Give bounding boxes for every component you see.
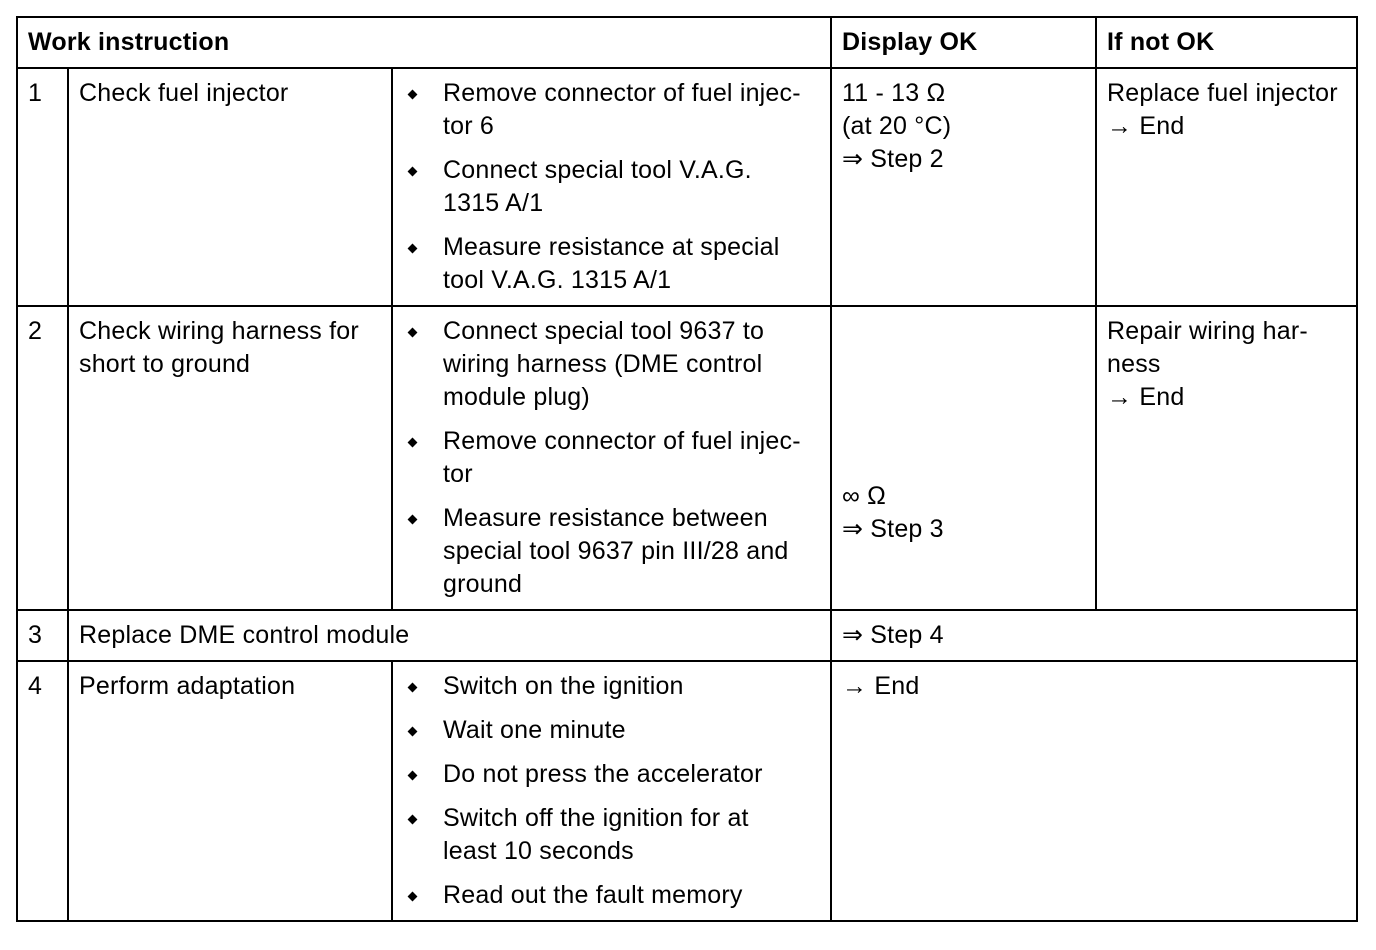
diamond-bullet-icon	[408, 167, 418, 177]
list-item: Switch off the ignition for at least 10 seconds	[403, 802, 820, 868]
header-if-not-ok: If not OK	[1096, 17, 1357, 68]
diamond-bullet-icon	[408, 727, 418, 737]
display-ok-line: 11 - 13 Ω	[842, 79, 946, 107]
list-item: Measure resistance between special tool 9637 pin III/28 and ground	[403, 502, 820, 601]
if-not-ok-line: Replace fuel injector	[1107, 79, 1338, 107]
step-number: 2	[17, 306, 68, 610]
header-work-instruction: Work instruction	[17, 17, 831, 68]
step-title: Check fuel injector	[68, 68, 392, 306]
table-row	[17, 68, 1357, 306]
work-instruction-sheet	[16, 16, 1358, 922]
if-not-ok-line: ness	[1107, 350, 1161, 378]
header-display-ok: Display OK	[831, 17, 1096, 68]
step-number: 3	[17, 610, 68, 661]
step-title: Check wiring harness for short to ground	[68, 306, 392, 610]
table-row	[17, 610, 1357, 661]
display-ok-cell	[831, 661, 1357, 921]
list-item: Connect special tool 9637 to wiring harness (DME control module plug)	[403, 315, 820, 414]
diamond-bullet-icon	[408, 515, 418, 525]
spacer	[842, 315, 1085, 480]
if-not-ok-line: → End	[1107, 112, 1185, 140]
list-item: Do not press the accelerator	[403, 758, 820, 791]
table-row	[17, 661, 1357, 921]
display-ok-line: (at 20 °C)	[842, 112, 952, 140]
diamond-bullet-icon	[408, 90, 418, 100]
list-item: Switch on the ignition	[403, 670, 820, 703]
action-list	[403, 670, 820, 912]
diamond-bullet-icon	[408, 815, 418, 825]
step-number: 1	[17, 68, 68, 306]
step-actions	[392, 68, 831, 306]
step-actions	[392, 306, 831, 610]
if-not-ok-cell	[1096, 68, 1357, 306]
list-item: Read out the fault memory	[403, 879, 820, 912]
if-not-ok-line: Repair wiring har-	[1107, 317, 1308, 345]
action-list	[403, 315, 820, 601]
step-actions	[392, 661, 831, 921]
display-ok-line: → End	[842, 672, 920, 700]
step-title: Replace DME control module	[68, 610, 831, 661]
diamond-bullet-icon	[408, 438, 418, 448]
diamond-bullet-icon	[408, 683, 418, 693]
diamond-bullet-icon	[408, 771, 418, 781]
step-number: 4	[17, 661, 68, 921]
display-ok-cell	[831, 306, 1096, 610]
list-item: Wait one minute	[403, 714, 820, 747]
if-not-ok-cell	[1096, 306, 1357, 610]
list-item: Remove connector of fuel injec- tor 6	[403, 77, 820, 143]
display-ok-cell	[831, 610, 1357, 661]
list-item: Connect special tool V.A.G. 1315 A/1	[403, 154, 820, 220]
diamond-bullet-icon	[408, 244, 418, 254]
display-ok-line: ∞ Ω	[842, 482, 887, 510]
work-instruction-table	[16, 16, 1358, 922]
list-item: Measure resistance at special tool V.A.G. 1315 A/1	[403, 231, 820, 297]
diamond-bullet-icon	[408, 892, 418, 902]
display-ok-line: ⇒ Step 4	[842, 621, 944, 649]
display-ok-line: ⇒ Step 2	[842, 145, 944, 173]
table-header-row	[17, 17, 1357, 68]
display-ok-cell	[831, 68, 1096, 306]
diamond-bullet-icon	[408, 328, 418, 338]
display-ok-line: ⇒ Step 3	[842, 515, 944, 543]
table-row	[17, 306, 1357, 610]
if-not-ok-line: → End	[1107, 383, 1185, 411]
action-list	[403, 77, 820, 297]
list-item: Remove connector of fuel injec- tor	[403, 425, 820, 491]
step-title: Perform adaptation	[68, 661, 392, 921]
